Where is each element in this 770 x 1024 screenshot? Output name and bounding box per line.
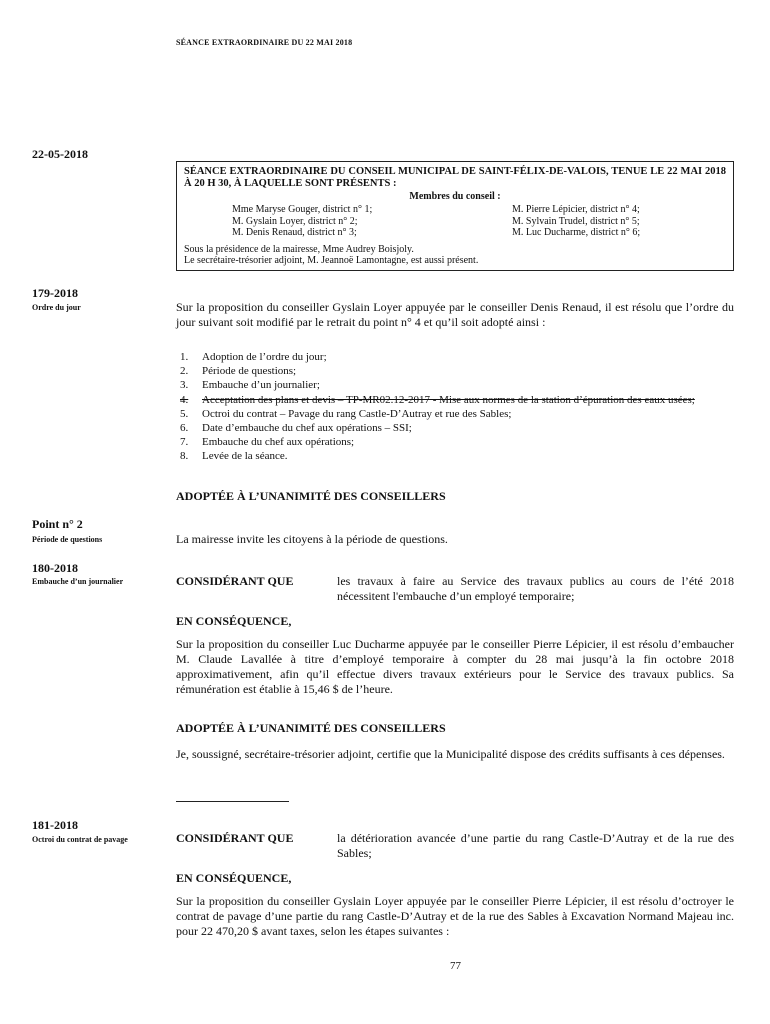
agenda-item-number: 4. xyxy=(180,393,189,406)
considerant-label: CONSIDÉRANT QUE xyxy=(176,831,294,845)
considerant-label: CONSIDÉRANT QUE xyxy=(176,574,294,588)
session-date: 22-05-2018 xyxy=(32,147,88,161)
resolution-number: 181-2018 xyxy=(32,818,78,832)
member-item: M. Luc Ducharme, district n° 6; xyxy=(512,227,641,238)
agenda-item xyxy=(180,449,702,463)
agenda-item xyxy=(180,421,702,435)
members-right-column xyxy=(512,204,640,239)
page-number: 77 xyxy=(450,960,461,972)
agenda-item-text: Levée de la séance. xyxy=(202,450,288,463)
agenda-item-number: 6. xyxy=(180,422,189,435)
agenda-item xyxy=(180,350,702,364)
signature-line xyxy=(176,801,289,802)
member-item: Mme Maryse Gouger, district n° 1; xyxy=(232,204,373,215)
agenda-item xyxy=(180,435,702,449)
agenda-item-text: Octroi du contrat – Pavage du rang Castle-D’Autray et rue des Sables; xyxy=(202,407,512,420)
point-text: La mairesse invite les citoyens à la période de questions. xyxy=(176,532,448,546)
consequence-label: EN CONSÉQUENCE, xyxy=(176,614,292,628)
agenda-item-number: 1. xyxy=(180,351,189,363)
agenda-item-number: 8. xyxy=(180,450,189,463)
point-subtitle: Période de questions xyxy=(32,535,103,544)
agenda-item-number: 7. xyxy=(180,436,189,449)
member-item: M. Sylvain Trudel, district n° 5; xyxy=(512,215,640,227)
credit-certificate: Je, soussigné, secrétaire-trésorier adjoint, certifie que la Municipalité dispose des crédits suffisants à ces dépenses. xyxy=(176,747,725,761)
agenda-item-text: Embauche d’un journalier; xyxy=(202,379,320,392)
agenda-item-text: Embauche du chef aux opérations; xyxy=(202,436,355,449)
agenda-item-text: Date d’embauche du chef aux opérations – SSI; xyxy=(202,422,412,435)
member-item: M. Pierre Lépicier, district n° 4; xyxy=(512,204,640,215)
considerant-text: les travaux à faire au Service des travaux publics au cours de l’été 2018 nécessitent l'embauche d’un employé temporaire; xyxy=(337,574,734,603)
resolution-number: 180-2018 xyxy=(32,561,78,575)
agenda-item-text: Acceptation des plans et devis – TP-MR02.12-2017 - Mise aux normes de la station d’épuration des eaux usées; xyxy=(202,393,695,406)
member-item: M. Gyslain Loyer, district n° 2; xyxy=(232,215,358,227)
agenda-item-text: Adoption de l’ordre du jour; xyxy=(202,351,327,363)
adopted-statement: ADOPTÉE À L’UNANIMITÉ DES CONSEILLERS xyxy=(176,721,446,735)
member-item: M. Denis Renaud, district n° 3; xyxy=(232,227,357,238)
agenda-item xyxy=(180,364,702,378)
session-title: SÉANCE EXTRAORDINAIRE DU CONSEIL MUNICIPAL DE SAINT-FÉLIX-DE-VALOIS, TENUE LE 22 MAI 2018 À 20 H 30, À LAQUELLE SONT PRÉSENTS : xyxy=(184,166,726,189)
resolution-subtitle: Embauche d’un journalier xyxy=(32,577,124,586)
presidence-line: Sous la présidence de la mairesse, Mme Audrey Boisjoly. xyxy=(184,243,414,255)
agenda-item-number: 2. xyxy=(180,365,189,378)
page-header: SÉANCE EXTRAORDINAIRE DU 22 MAI 2018 xyxy=(176,38,353,47)
session-foot xyxy=(184,244,726,267)
secretaire-line: Le secrétaire-trésorier adjoint, M. Jeannoë Lamontagne, est aussi présent. xyxy=(184,255,479,266)
resolution-subtitle: Octroi du contrat de pavage xyxy=(32,835,128,844)
members-title: Membres du conseil : xyxy=(409,191,501,202)
agenda-item xyxy=(180,378,702,392)
resolution-subtitle: Ordre du jour xyxy=(32,303,81,312)
agenda-item xyxy=(180,407,702,421)
resolution-text: Sur la proposition du conseiller Gyslain Loyer appuyée par le conseiller Pierre Lépicier, il est résolu d’octroyer le contrat de pavage d’une partie du rang Castle-D’Autray et de la rue des Sables à Excavation Normand Majeau inc. pour 22 470,20 $ avant taxes, selon les étapes suivantes : xyxy=(176,894,734,938)
agenda-item-number: 5. xyxy=(180,407,189,420)
resolution-text: Sur la proposition du conseiller Gyslain Loyer appuyée par le conseiller Denis Renaud, il est résolu que l’ordre du jour suivant soit modifié par le retrait du point n° 4 et qu’il soit adopté ainsi : xyxy=(176,300,734,329)
members-left-column xyxy=(232,204,512,239)
considerant-text: la détérioration avancée d’une partie du rang Castle-D’Autray et de la rue des Sables; xyxy=(337,831,734,860)
consequence-label: EN CONSÉQUENCE, xyxy=(176,871,292,885)
agenda-item-number: 3. xyxy=(180,379,189,392)
agenda-list xyxy=(180,350,702,464)
adopted-statement: ADOPTÉE À L’UNANIMITÉ DES CONSEILLERS xyxy=(176,489,446,503)
resolution-number: 179-2018 xyxy=(32,286,78,300)
session-box xyxy=(176,161,734,271)
resolution-text: Sur la proposition du conseiller Luc Ducharme appuyée par le conseiller Pierre Lépicier, il est résolu d’embaucher M. Claude Lavallée à titre d’employé temporaire à compter du 28 mai jusqu’à la fin octobre 2018 approximativement, afin qu’il effectue divers travaux extérieurs pour le Service des travaux publics. Sa rémunération est établie à 15,46 $ de l’heure. xyxy=(176,637,734,696)
agenda-item-text: Période de questions; xyxy=(202,365,297,378)
agenda-item-struck xyxy=(180,393,702,407)
point-number: Point n° 2 xyxy=(32,517,83,531)
members-list xyxy=(184,204,726,239)
